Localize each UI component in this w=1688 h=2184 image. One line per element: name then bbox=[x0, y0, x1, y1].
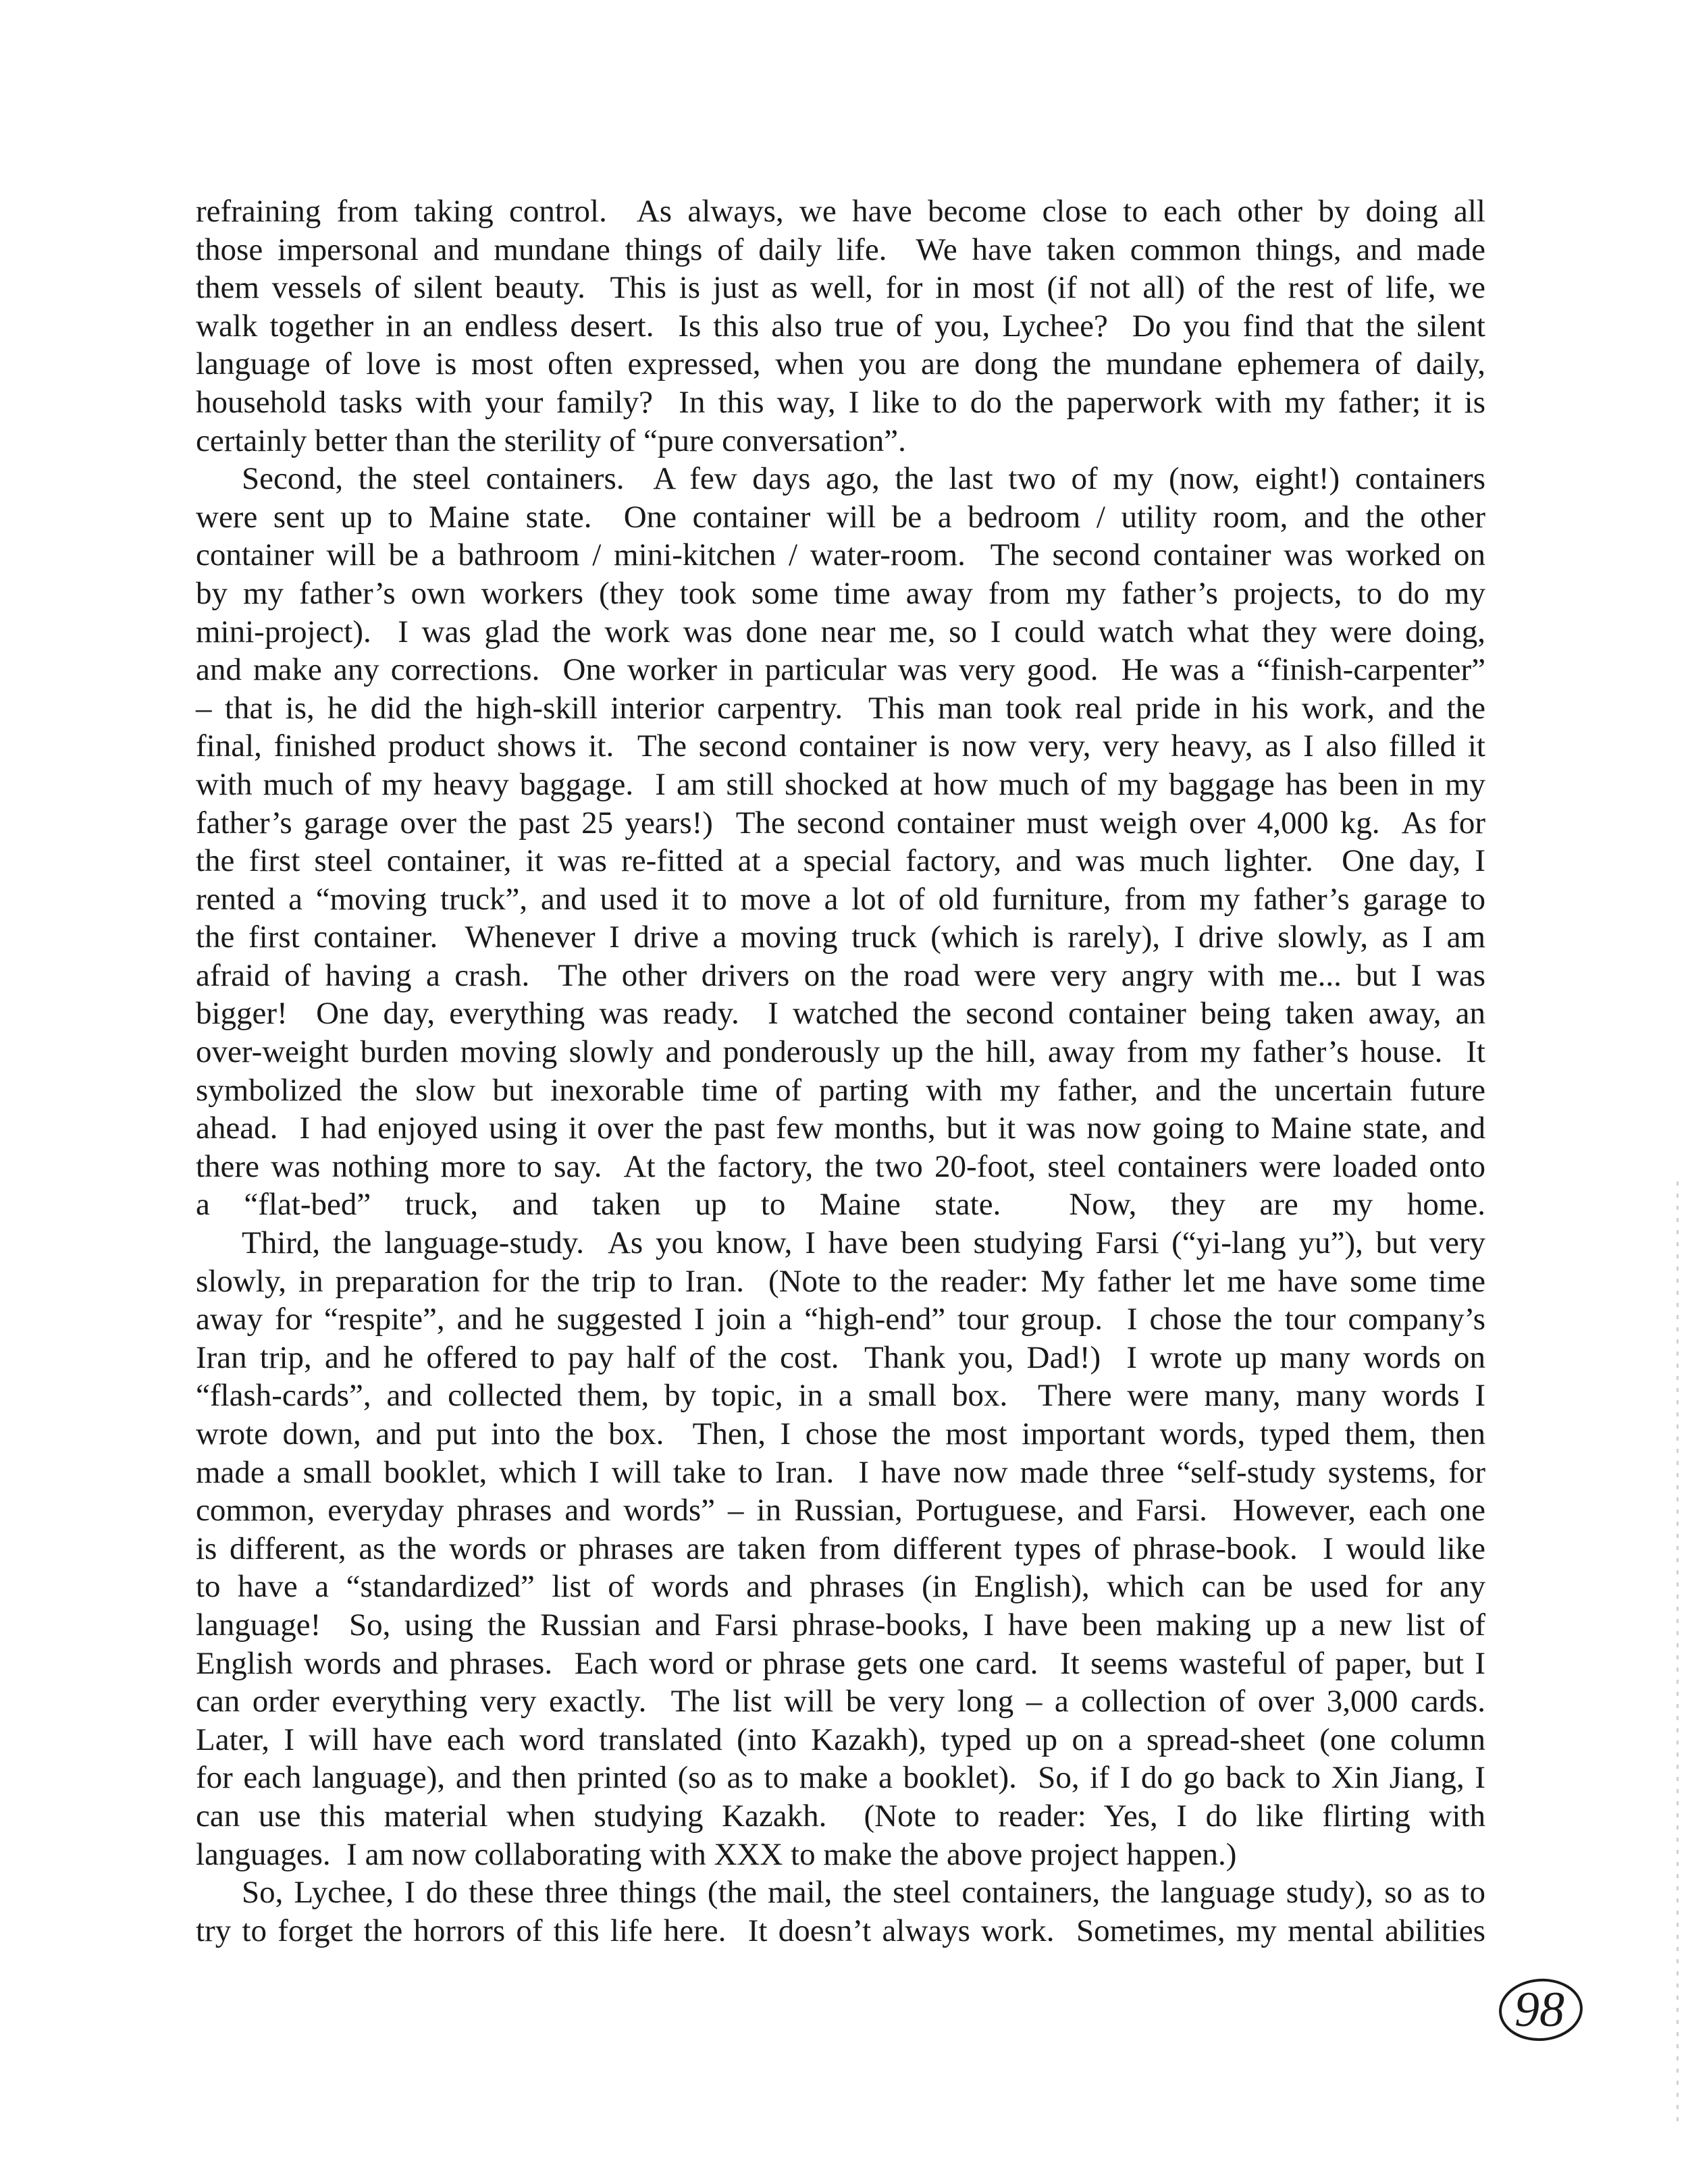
text-line: over-weight burden moving slowly and ponderously up the hill, away from my father’s house. It bbox=[196, 1034, 1485, 1070]
text-line: is different, as the words or phrases are taken from different types of phrase-book. I would like bbox=[196, 1530, 1485, 1566]
text-line: the first steel container, it was re-fitted at a special factory, and was much lighter. One day, I bbox=[196, 843, 1485, 879]
text-line: container will be a bathroom / mini-kitchen / water-room. The second container was worked on bbox=[196, 537, 1485, 573]
text-line: them vessels of silent beauty. This is just as well, for in most (if not all) of the rest of life, we bbox=[196, 270, 1485, 306]
text-line: language! So, using the Russian and Farsi phrase-books, I have been making up a new list of bbox=[196, 1607, 1485, 1643]
text-line: Third, the language-study. As you know, I have been studying Farsi (“yi-lang yu”), but very bbox=[242, 1225, 1485, 1261]
text-line: So, Lychee, I do these three things (the mail, the steel containers, the language study), so as to bbox=[242, 1875, 1485, 1911]
text-line: made a small booklet, which I will take to Iran. I have now made three “self-study systems, for bbox=[196, 1454, 1485, 1490]
text-line: and make any corrections. One worker in particular was very good. He was a “finish-carpenter” bbox=[196, 652, 1485, 688]
text-line: can order everything very exactly. The list will be very long – a collection of over 3,000 cards. bbox=[196, 1684, 1485, 1720]
text-line: – that is, he did the high-skill interior carpentry. This man took real pride in his work, and the bbox=[196, 690, 1485, 726]
text-line: Second, the steel containers. A few days ago, the last two of my (now, eight!) containers bbox=[242, 461, 1485, 497]
body-text bbox=[196, 192, 1485, 1950]
text-line: common, everyday phrases and words” – in Russian, Portuguese, and Farsi. However, each one bbox=[196, 1493, 1485, 1528]
text-line: slowly, in preparation for the trip to Iran. (Note to the reader: My father let me have some time bbox=[196, 1263, 1485, 1299]
text-line: to have a “standardized” list of words and phrases (in English), which can be used for any bbox=[196, 1569, 1485, 1605]
text-line: refraining from taking control. As always, we have become close to each other by doing all bbox=[196, 194, 1485, 229]
text-line: ahead. I had enjoyed using it over the past few months, but it was now going to Maine state, and bbox=[196, 1111, 1485, 1146]
text-line: those impersonal and mundane things of daily life. We have taken common things, and made bbox=[196, 232, 1485, 267]
text-line: away for “respite”, and he suggested I join a “high-end” tour group. I chose the tour company’s bbox=[196, 1302, 1485, 1337]
text-line: English words and phrases. Each word or phrase gets one card. It seems wasteful of paper, but I bbox=[196, 1645, 1485, 1681]
text-line: can use this material when studying Kazakh. (Note to reader: Yes, I do like flirting with bbox=[196, 1798, 1485, 1834]
text-line: “flash-cards”, and collected them, by topic, in a small box. There were many, many words I bbox=[196, 1378, 1485, 1414]
text-line: for each language), and then printed (so as to make a booklet). So, if I do go back to Xin Jiang, I bbox=[196, 1760, 1485, 1796]
text-line: languages. I am now collaborating with XXX to make the above project happen.) bbox=[196, 1836, 1237, 1872]
text-line: try to forget the horrors of this life here. It doesn’t always work. Sometimes, my mental abilities bbox=[196, 1913, 1485, 1948]
text-line: bigger! One day, everything was ready. I watched the second container being taken away, an bbox=[196, 996, 1485, 1032]
text-line: with much of my heavy baggage. I am still shocked at how much of my baggage has been in my bbox=[196, 766, 1485, 802]
paragraph-steel-containers bbox=[196, 460, 1485, 1224]
text-line: household tasks with your family? In this way, I like to do the paperwork with my father; it is bbox=[196, 384, 1485, 420]
text-line: there was nothing more to say. At the factory, the two 20-foot, steel containers were loaded onto bbox=[196, 1148, 1485, 1184]
text-line: were sent up to Maine state. One container will be a bedroom / utility room, and the other bbox=[196, 499, 1485, 535]
text-line: walk together in an endless desert. Is this also true of you, Lychee? Do you find that the silent bbox=[196, 308, 1485, 344]
text-line: symbolized the slow but inexorable time of parting with my father, and the uncertain future bbox=[196, 1072, 1485, 1108]
text-line: the first container. Whenever I drive a moving truck (which is rarely), I drive slowly, as I am bbox=[196, 920, 1485, 955]
text-line: by my father’s own workers (they took some time away from my father’s projects, to do my bbox=[196, 575, 1485, 611]
scan-edge-artifact bbox=[1677, 1181, 1679, 2127]
circled-number-mark bbox=[1498, 1975, 1587, 2046]
paragraph-language-study bbox=[196, 1224, 1485, 1873]
text-line: final, finished product shows it. The second container is now very, very heavy, as I also filled it bbox=[196, 728, 1485, 764]
text-line: a “flat-bed” truck, and taken up to Maine state. Now, they are my home. bbox=[196, 1187, 1485, 1223]
paragraph-mundane-things bbox=[196, 192, 1485, 460]
text-line: mini-project). I was glad the work was done near me, so I could watch what they were doing, bbox=[196, 614, 1485, 649]
page-number-text: 98 bbox=[1514, 1982, 1564, 2037]
text-line: wrote down, and put into the box. Then, I chose the most important words, typed them, then bbox=[196, 1416, 1485, 1451]
handwritten-page-number bbox=[1498, 1975, 1587, 2046]
text-line: afraid of having a crash. The other drivers on the road were very angry with me... but I was bbox=[196, 957, 1485, 993]
text-line: Iran trip, and he offered to pay half of the cost. Thank you, Dad!) I wrote up many words on bbox=[196, 1339, 1485, 1375]
paragraph-closing bbox=[196, 1873, 1485, 1950]
text-line: father’s garage over the past 25 years!) The second container must weigh over 4,000 kg. As for bbox=[196, 805, 1485, 841]
text-line: rented a “moving truck”, and used it to move a lot of old furniture, from my father’s garage to bbox=[196, 881, 1485, 917]
text-line: Later, I will have each word translated (into Kazakh), typed up on a spread-sheet (one column bbox=[196, 1722, 1485, 1757]
text-line: certainly better than the sterility of “pure conversation”. bbox=[196, 423, 906, 458]
text-line: language of love is most often expressed, when you are dong the mundane ephemera of daily, bbox=[196, 346, 1485, 382]
